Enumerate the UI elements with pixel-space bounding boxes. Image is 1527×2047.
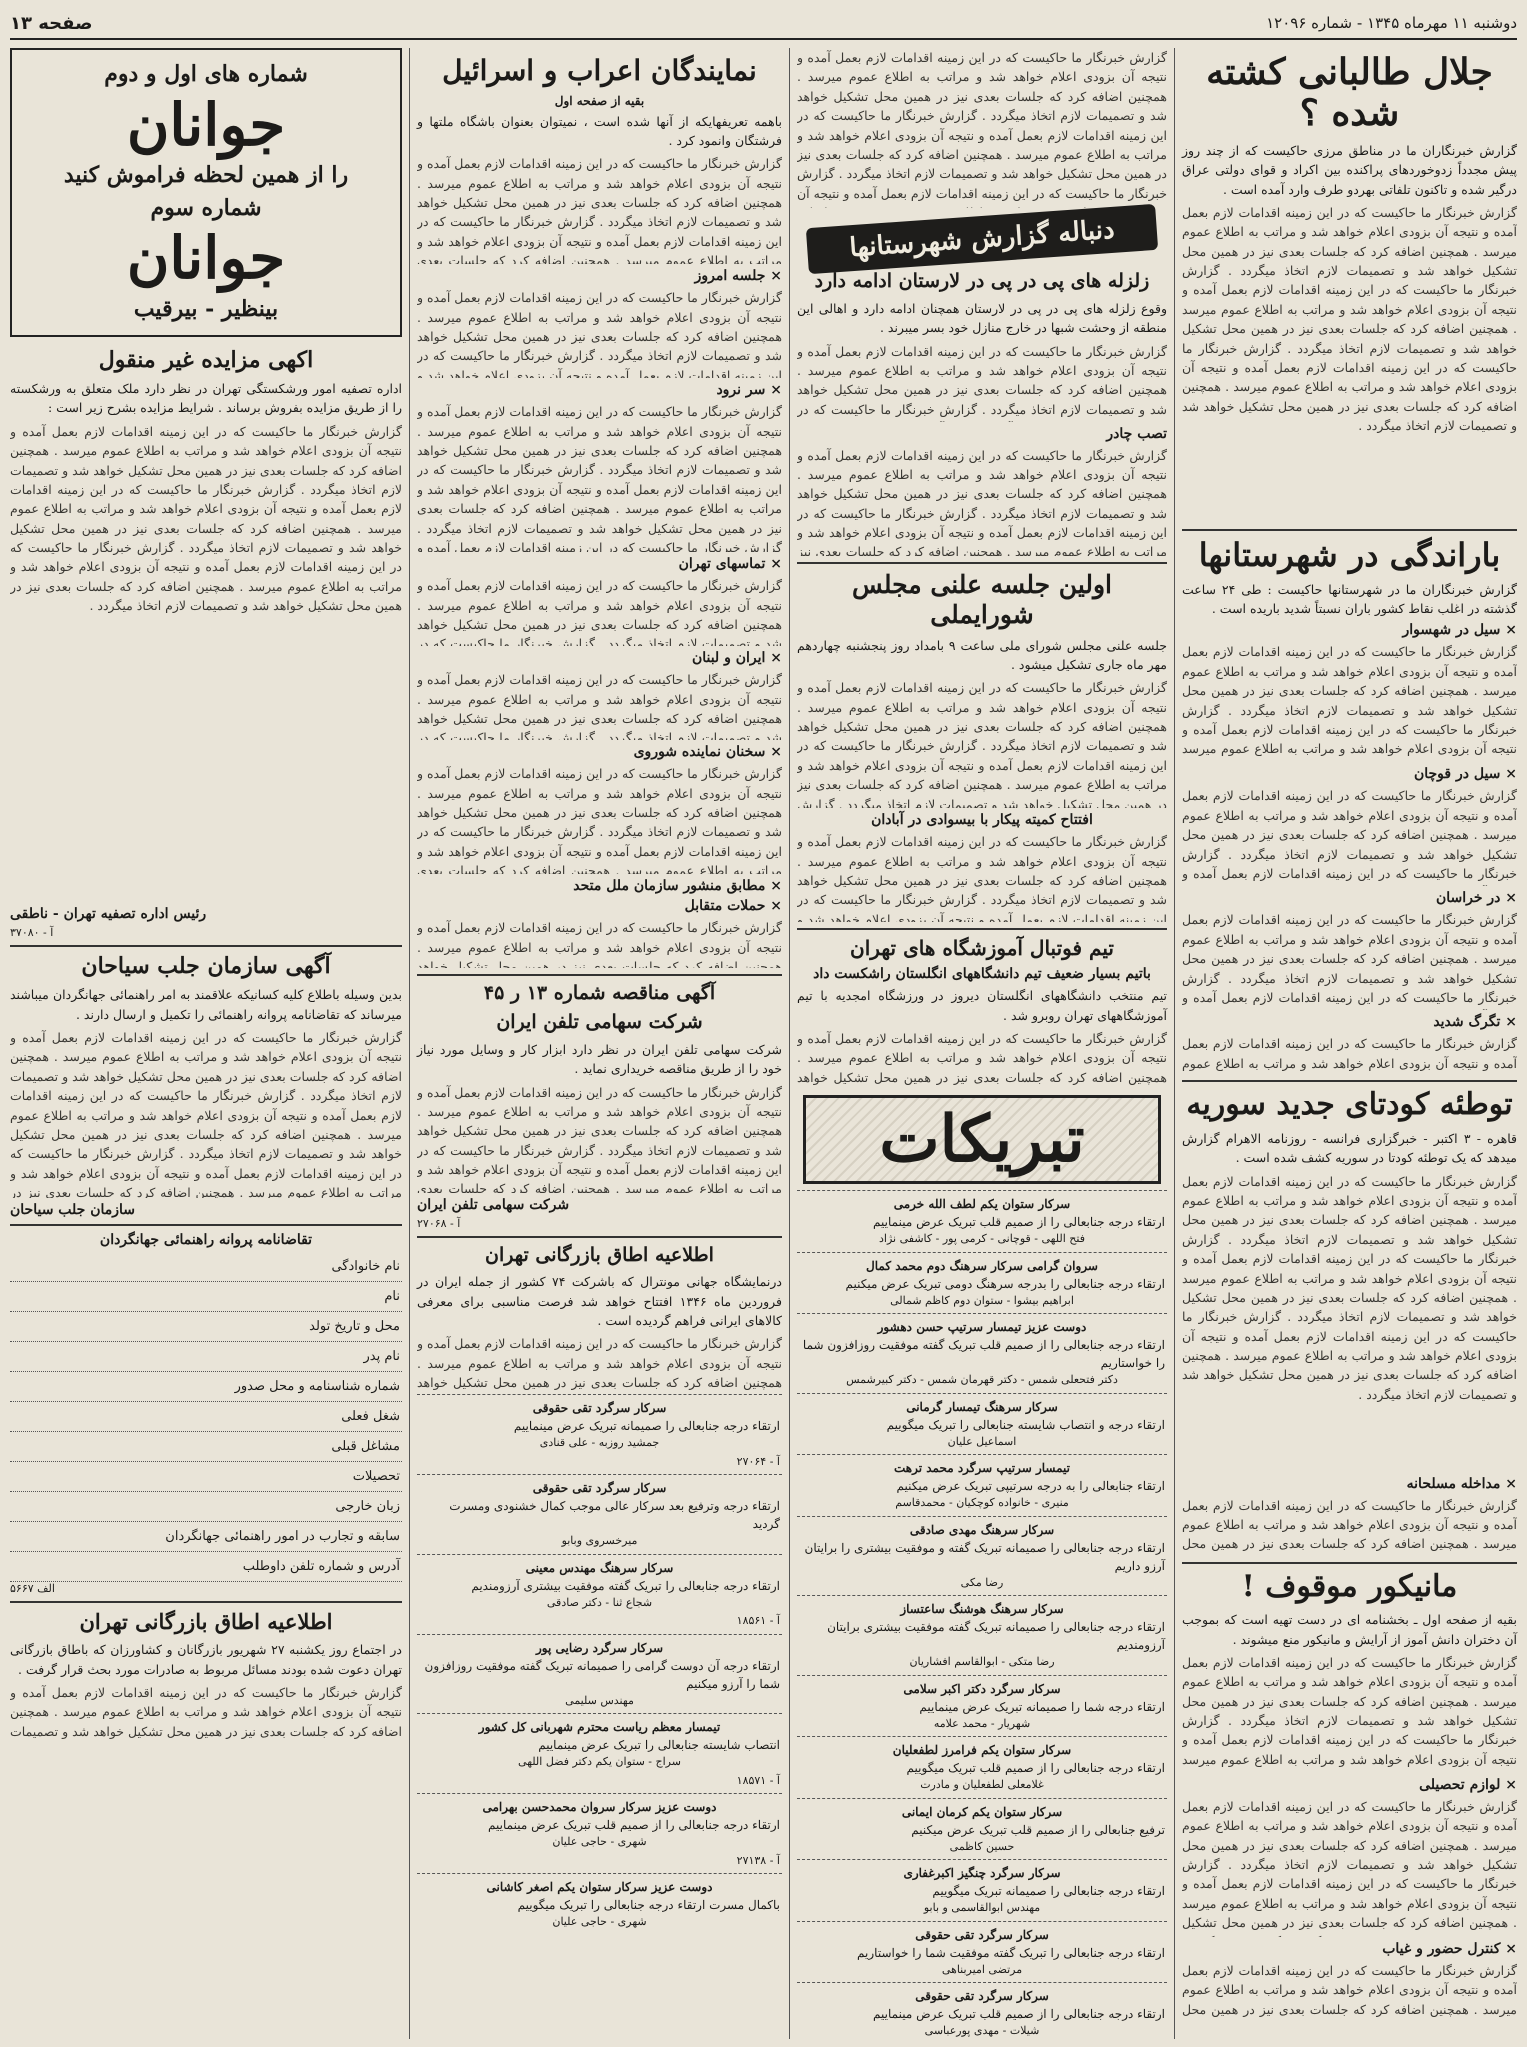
congrat-item: سروان گرامی سرکار سرهنگ دوم محمد کمال ارتقاء درجه جنابعالی را بدرجه سرهنگ دومی تبریک عرض میکنیم ابراهیم بیشوا - ستوان دوم کاظم شمالی (797, 1252, 1167, 1314)
congrat-item: دوست عزیز سرکار سروان محمدحسن بهرامی ارتقاء درجه جنابعالی را از صمیم قلب تبریک عرض مینماییم شهری - حاجی علیان آ - ۲۷۱۳۸ (417, 1793, 782, 1873)
form-field: نام (10, 1282, 402, 1312)
form-field: شماره شناسنامه و محل صدور (10, 1372, 402, 1402)
congrat-item: تیمسار سرتیپ سرگرد محمد ترهت ارتقاء جنابعالی را به درجه سرتیپی تبریک عرض میکنیم منیری - خانواده کوچکیان - محمدقاسم (797, 1454, 1167, 1516)
congrat-item: سرکار سرگرد تقی حقوقی ارتقاء درجه جنابعالی را صمیمانه تبریک عرض مینماییم جمشید روزبه - علی قنادی آ - ۲۷۰۶۴ (417, 1394, 782, 1474)
quake-headline: زلزله های پی در پی در لارستان ادامه دارد (814, 270, 1150, 292)
congrats-list-b (417, 1394, 782, 1935)
congrat-item: سرکار سرهنگ تیمسار گرمانی ارتقاء درجه و انتصاب شایسته جنابعالی را تبریک میگوییم اسماعیل علیان (797, 1393, 1167, 1455)
congrat-item: سرکار سرهنگ مهندس معینی ارتقاء درجه جنابعالی را تبریک گفته موفقیت بیشتری آرزومندیم شجاع ثنا - دکتر صادقی آ - ۱۸۵۶۱ (417, 1554, 782, 1634)
application-form (10, 1252, 402, 1582)
congrat-item: سرکار ستوان یکم کرمان ایمانی ترفیع جنابعالی را از صمیم قلب تبریک عرض میکنیم حسین کاظمی (797, 1798, 1167, 1860)
arabs-body: باهمه تعریفهایکه از آنها شده است ، نمیتوان بعنوان باشگاه ملتها و فرشتگان وانمود کرد . (417, 113, 782, 148)
auction-ref: آ - ۳۷۰۸۰ (10, 925, 54, 939)
tender-body: شرکت سهامی تلفن ایران در نظر دارد ابزار کار و وسایل مورد نیاز خود را از طریق مناقصه خریداری نماید . (417, 1041, 782, 1077)
rain-sub-1: × سیل در شهسوار (1402, 622, 1517, 639)
syria-headline: توطئه کودتای جدید سوریه (1186, 1087, 1513, 1123)
majlis-body: جلسه علنی مجلس شورای ملی ساعت ۹ بامداد روز پنجشنبه چهاردهم مهر ماه جاری تشکیل میشود . (797, 637, 1167, 672)
form-field: نام پدر (10, 1342, 402, 1372)
congrat-item: سرکار سرگرد دکتر اکبر سلامی ارتقاء درجه شما را صمیمانه تبریک عرض مینماییم شهریار - محمد علامه (797, 1675, 1167, 1737)
congrats-list-a (797, 1190, 1167, 2044)
manicure-headline: مانیکور موقوف ! (1241, 1568, 1458, 1604)
auction-sign: رئیس اداره تصفیه تهران - ناطقی (10, 905, 207, 922)
issue-date: دوشنبه ۱۱ مهرماه ۱۳۴۵ - شماره ۱۲۰۹۶ (1266, 14, 1517, 32)
manicure-sub-1: × لوازم تحصیلی (1419, 1776, 1517, 1793)
arabs-sub-7: × حملات متقابل (684, 898, 782, 915)
congrat-item: سرکار ستوان یکم لطف الله خرمی ارتقاء درجه جنابعالی را از صمیم قلب تبریک عرض مینماییم فتح اللهی - قوچانی - کرمی پور - کاشفی نژاد (797, 1190, 1167, 1252)
football-subtitle: باتیم بسیار ضعیف تیم دانشگاههای انگلستان راشکست داد (813, 966, 1151, 983)
congrat-item: سرکار سرگرد تقی حقوقی ارتقاء درجه جنابعالی را از صمیم قلب تبریک عرض مینماییم شیلات - مهدی پورعباسی (797, 1982, 1167, 2044)
tourism-sign: سازمان جلب سیاحان (10, 1202, 136, 1219)
majlis-headline: اولین جلسه علنی مجلس شورایملی (851, 569, 1112, 629)
arabs-headline: نمایندگان اعراب و اسرائیل (442, 54, 757, 87)
javanan-tagline: بینظیر - بیرقیب (133, 296, 279, 323)
quake-body: وقوع زلزله های پی در پی در لارستان همچنان ادامه دارد و اهالی این منطقه از وحشت شبها در خارج منازل خود بسر میبرند . (797, 300, 1167, 336)
talabani-body: گزارش خبرنگاران ما در مناطق مرزی حاکیست که از چند روز پیش مجدداً زدوخوردهای پراکنده بین اکراد و قوای دولتی عراق درگیر شده و تاکنون تلفاتی بهردو طرف وارد آمده است . (1182, 142, 1517, 197)
javanan-ad (10, 48, 402, 337)
arabs-sub-3: × تماسهای تهران (678, 556, 782, 573)
manicure-body: بقیه از صفحه اول ـ بخشنامه ای در دست تهیه است که بموجب آن دختران دانش آموز از آرایش و مانیکور منع میشوند . (1182, 1612, 1517, 1647)
form-field: شغل فعلی (10, 1402, 402, 1432)
javanan-line1: شماره های اول و دوم (104, 61, 308, 87)
auction-body: اداره تصفیه امور ورشکستگی تهران در نظر دارد ملک متعلق به ورشکسته را از طریق مزایده بفروش برساند . شرایط مزایده بشرح زیر است : (10, 381, 402, 416)
javanan-line3: شماره سوم (150, 194, 262, 221)
form-field: محل و تاریخ تولد (10, 1312, 402, 1342)
tourism-body: بدین وسیله باطلاع کلیه کسانیکه علاقمند به امر راهنمائی جهانگردان میباشند میرساند که تقاضانامه پروانه راهنمائی را تکمیل و ارسال دارند . (10, 987, 402, 1022)
quake-sub-1: تصب چادر (1106, 425, 1167, 442)
arabs-sub-4: × ایران و لبنان (691, 650, 782, 667)
arabs-sub-6: × مطابق منشور سازمان ملل متحد (573, 878, 782, 895)
congrat-item: سرکار سرگرد چنگیز اکبرغفاری ارتقاء درجه جنابعالی را صمیمانه تبریک میگوییم مهندس ابوالقاسمی و بابو (797, 1859, 1167, 1921)
provinces-banner: دنباله گزارش شهرستانها (806, 204, 1158, 274)
congrat-item: سرکار سرگرد تقی حقوقی ارتقاء درجه جنابعالی را تبریک گفته موفقیت شما را خواستاریم مرتضی امیربناهی (797, 1921, 1167, 1983)
arabs-kicker: بقیه از صفحه اول (554, 93, 645, 108)
newspaper-page (10, 8, 1517, 2039)
tender-sign: شرکت سهامی تلفن ایران (417, 1196, 570, 1213)
form-ref: الف ۵۶۶۷ (10, 1582, 55, 1596)
form-field: زبان خارجی (10, 1492, 402, 1522)
form-field: نام خانوادگی (10, 1252, 402, 1282)
column-3 (417, 48, 782, 2039)
tender-headline: آگهی مناقصه شماره ۱۳ ر ۴۵ (483, 982, 716, 1005)
tender-company: شرکت سهامی تلفن ایران (496, 1011, 703, 1034)
congrat-item: سرکار سرهنگ هوشنگ ساعتساز ارتقاء درجه جنابعالی را صمیمانه تبریک گفته موفقیت بیشتری برایتان آرزومندیم رضا متکی - ابوالقاسم افشاریان (797, 1595, 1167, 1675)
rain-sub-3: × در خراسان (1435, 890, 1517, 907)
column-2 (797, 48, 1167, 2039)
manicure-sub-2: × کنترل حضور و غیاب (1382, 1940, 1517, 1957)
form-field: مشاغل قبلی (10, 1432, 402, 1462)
congrat-item: سرکار سرهنگ مهدی صادقی ارتقاء درجه جنابعالی را صمیمانه تبریک گفته و موفقیت بیشتری را برایتان آرزو داریم رضا مکی (797, 1516, 1167, 1596)
tabrikat-heading: تبریکات (803, 1095, 1161, 1184)
arabs-sub-5: × سخنان نماینده شوروی (633, 744, 782, 761)
form-field: سابقه و تجارب در امور راهنمائی جهانگردان (10, 1522, 402, 1552)
form-title: تقاضانامه پروانه راهنمائی جهانگردان (99, 1232, 313, 1249)
javanan-title-2: جوانان (126, 224, 286, 293)
rain-sub-4: × تگرگ شدید (1433, 1014, 1517, 1031)
tender-ref: آ - ۲۷۰۶۸ (417, 1216, 461, 1230)
page-number: صفحه ۱۳ (10, 12, 93, 34)
congrat-item: دوست عزیز تیمسار سرتیپ حسن دهشور ارتقاء درجه جنابعالی را از صمیم قلب تبریک گفته موفقیت روزافزون شما را خواستاریم دکتر فتحعلی شمس - دکتر قهرمان شمس - دکتر کبیرشمس (797, 1313, 1167, 1393)
football-headline: تیم فوتبال آموزشگاه های تهران (850, 936, 1114, 961)
syria-body: قاهره - ۳ اکتبر - خبرگزاری فرانسه - روزنامه الاهرام گزارش میدهد که یک توطئه کودتا در سوریه کشف شده است . (1182, 1130, 1517, 1166)
football-body: تیم منتخب دانشگاههای انگلستان دیروز در ورزشگاه امجدیه با تیم آموزشگاههای تهران روبرو شد . (797, 988, 1167, 1023)
chamber-headline: اطلاعیه اطاق بازرگانی تهران (485, 1243, 714, 1266)
rain-headline: باراندگی در شهرستانها (1198, 535, 1501, 574)
congrat-item: سرکار سرگرد رضایی پور ارتقاء درجه آن دوست گرامی را صمیمانه تبریک گفته موفقیت روزافزون شما را آرزو میکنیم مهندس سلیمی (417, 1634, 782, 1714)
chamber2-headline: اطلاعیه اطاق بازرگانی تهران (79, 1609, 333, 1635)
congrat-item: تیمسار معظم ریاست محترم شهربانی کل کشور انتصاب شایسته جنابعالی را تبریک عرض مینماییم سراج - ستوان یکم دکتر فضل اللهی آ - ۱۸۵۷۱ (417, 1713, 782, 1793)
arabs-sub-1: × جلسه امروز (694, 268, 782, 285)
congrat-item: دوست عزیز سرکار ستوان یکم اصغر کاشانی باکمال مسرت ارتقاء درجه جنابعالی را تبریک میگوییم شهری - حاجی علیان (417, 1873, 782, 1935)
arabs-sub-2: × سر نرود (716, 382, 782, 399)
column-1 (1182, 48, 1517, 2039)
congrat-item: سرکار سرگرد تقی حقوقی ارتقاء درجه وترفیع بعد سرکار عالی موجب کمال خشنودی ومسرت گردید میرخسروی وبابو (417, 1474, 782, 1554)
tourism-headline: آگهی سازمان جلب سیاحان (81, 952, 331, 979)
chamber-body: درنمایشگاه جهانی مونترال که باشرکت ۷۴ کشور از جمله ایران در فروردین ماه ۱۳۴۶ افتتاح خواهد شد فرصت مناسبی برای معرفی کالاهای ایرانی فراهم گردیده است . (417, 1274, 782, 1329)
javanan-title-1: جوانان (126, 90, 286, 159)
rain-body: گزارش خبرنگاران ما در شهرستانها حاکیست : طی ۲۴ ساعت گذشته در اغلب نقاط کشور باران نسبتاً شدید باریده است . (1182, 581, 1517, 617)
column-4 (10, 48, 402, 2039)
page-header (10, 8, 1517, 40)
form-field: آدرس و شماره تلفن داوطلب (10, 1552, 402, 1582)
majlis-sub-1: افتتاح کمیته پیکار با بیسوادی در آبادان (871, 812, 1093, 829)
auction-headline: اکهی مزایده غیر منقول (98, 346, 314, 373)
talabani-headline: جلال طالبانی کشته شده ؟ (1206, 51, 1493, 135)
chamber2-body: در اجتماع روز یکشنبه ۲۷ شهریور بازرگانان و کشاورزان که باطاق بازرگانی تهران دعوت شده بودند مسائل مربوط به صادرات مورد بحث قرار گرفت . (10, 1642, 402, 1677)
form-field: تحصیلات (10, 1462, 402, 1492)
syria-sub-1: × مداخله مسلحانه (1406, 1475, 1517, 1492)
talabani-filler (1182, 203, 1517, 523)
javanan-line2: را از همین لحظه فراموش کنید (63, 162, 349, 189)
rain-sub-2: × سیل در قوچان (1413, 766, 1517, 783)
congrat-item: سرکار ستوان یکم فرامرز لطفعلیان ارتقاء درجه جنابعالی را از صمیم قلب تبریک میگوییم غلامعلی لطفعلیان و مادرت (797, 1736, 1167, 1798)
